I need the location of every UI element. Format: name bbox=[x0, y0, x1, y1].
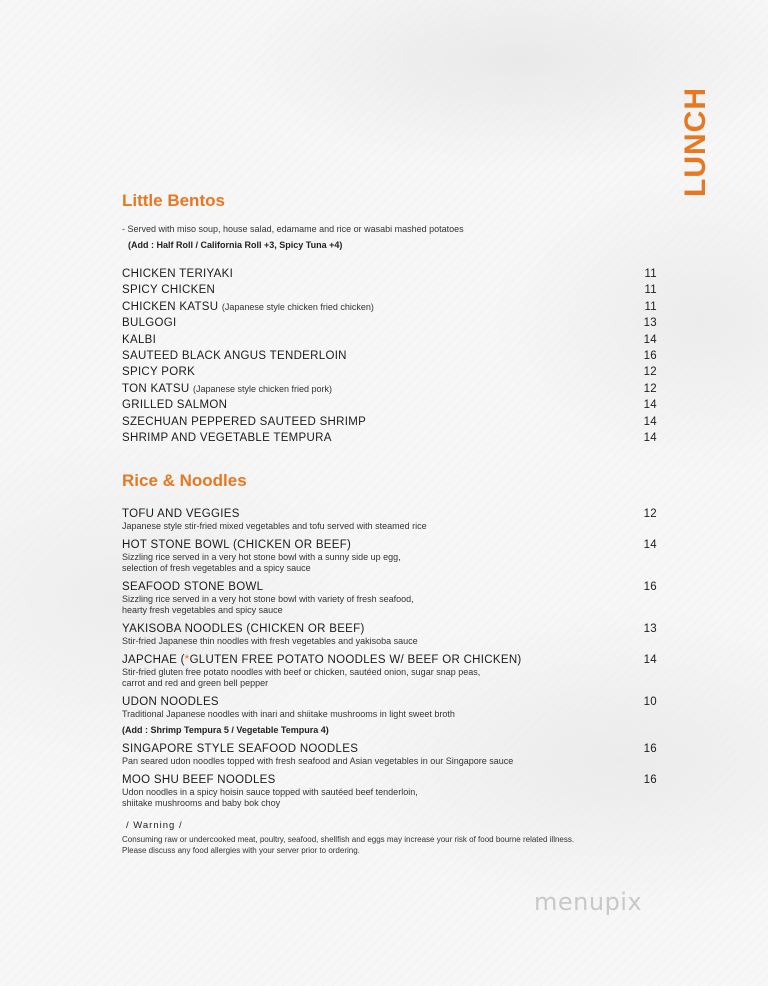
warning-title: / Warning / bbox=[126, 820, 183, 831]
item-price: 12 bbox=[643, 508, 657, 520]
item-price: 16 bbox=[643, 581, 657, 593]
gluten-free-star: * bbox=[184, 654, 190, 666]
menu-item bbox=[122, 538, 657, 574]
item-description: Stir-fried Japanese thin noodles with fresh vegetables and yakisoba sauce bbox=[122, 636, 418, 646]
item-name: CHICKEN TERIYAKI bbox=[122, 268, 234, 280]
item-subtitle: (Japanese style chicken fried pork) bbox=[192, 383, 333, 394]
item-name: KALBI bbox=[122, 333, 157, 346]
item-price: 11 bbox=[644, 300, 657, 313]
item-price: 14 bbox=[643, 654, 657, 666]
menupix-watermark: menupix bbox=[534, 888, 643, 916]
item-price: 16 bbox=[643, 350, 657, 362]
menu-item-japchae bbox=[122, 653, 657, 689]
item-price: 11 bbox=[644, 268, 657, 280]
item-name: SINGAPORE STYLE SEAFOOD NOODLES bbox=[122, 743, 359, 755]
item-name: SPICY PORK bbox=[122, 366, 196, 379]
item-name: GRILLED SALMON bbox=[122, 399, 228, 412]
item-description: carrot and red and green bell pepper bbox=[122, 678, 269, 688]
item-name: SZECHUAN PEPPERED SAUTEED SHRIMP bbox=[122, 415, 367, 428]
bentos-addon: (Add : Half Roll / California Roll +3, Spicy Tuna +4) bbox=[128, 240, 343, 250]
item-name: MOO SHU BEEF NOODLES bbox=[122, 774, 276, 786]
item-name: TON KATSU (Japanese style chicken fried pork) bbox=[122, 382, 333, 395]
item-name: SAUTEED BLACK ANGUS TENDERLOIN bbox=[122, 350, 347, 362]
item-price: 14 bbox=[643, 432, 657, 444]
bento-row bbox=[122, 365, 657, 379]
item-price: 14 bbox=[643, 399, 657, 412]
item-name: SEAFOOD STONE BOWL bbox=[122, 581, 264, 593]
bentos-note: - Served with miso soup, house salad, edamame and rice or wasabi mashed potatoes bbox=[122, 224, 464, 234]
item-description: Pan seared udon noodles topped with fresh seafood and Asian vegetables in our Singapore sauce bbox=[122, 756, 514, 766]
menu-item bbox=[122, 580, 657, 616]
bento-row bbox=[122, 283, 657, 297]
bento-row bbox=[122, 267, 657, 281]
item-name: YAKISOBA NOODLES (CHICKEN OR BEEF) bbox=[122, 623, 365, 635]
item-price: 14 bbox=[643, 539, 657, 551]
item-name: CHICKEN KATSU (Japanese style chicken fried chicken) bbox=[122, 300, 374, 313]
bento-row bbox=[122, 349, 657, 363]
item-name: SHRIMP AND VEGETABLE TEMPURA bbox=[122, 432, 332, 444]
item-description: selection of fresh vegetables and a spicy sauce bbox=[122, 563, 311, 573]
item-name: BULGOGI bbox=[122, 317, 177, 330]
item-description: Udon noodles in a spicy hoisin sauce topped with sautéed beef tenderloin, bbox=[122, 787, 418, 797]
section-title-noodles: Rice & Noodles bbox=[122, 471, 247, 490]
item-name: JAPCHAE (*GLUTEN FREE POTATO NOODLES W/ BEEF OR CHICKEN) bbox=[122, 654, 522, 666]
bento-row bbox=[122, 398, 657, 412]
item-description: hearty fresh vegetables and spicy sauce bbox=[122, 605, 283, 615]
menu-item bbox=[122, 507, 657, 532]
bento-row bbox=[122, 415, 657, 429]
udon-addon: (Add : Shrimp Tempura 5 / Vegetable Tempura 4) bbox=[122, 725, 329, 735]
bento-row bbox=[122, 333, 657, 347]
item-description: Sizzling rice served in a very hot stone bowl with variety of fresh seafood, bbox=[122, 594, 414, 604]
item-description: shiitake mushrooms and baby bok choy bbox=[122, 798, 281, 808]
warning-line: Please discuss any food allergies with your server prior to ordering. bbox=[122, 845, 360, 855]
section-title-bentos: Little Bentos bbox=[122, 191, 225, 210]
item-description: Japanese style stir-fried mixed vegetables and tofu served with steamed rice bbox=[122, 521, 427, 531]
item-price: 11 bbox=[644, 284, 657, 297]
item-name: TOFU AND VEGGIES bbox=[122, 508, 240, 520]
item-subtitle: (Japanese style chicken fried chicken) bbox=[221, 301, 374, 312]
item-description: Sizzling rice served in a very hot stone bowl with a sunny side up egg, bbox=[122, 552, 401, 562]
menu-item bbox=[122, 622, 657, 647]
item-price: 14 bbox=[643, 415, 657, 428]
bento-row bbox=[122, 300, 657, 314]
menu-item-udon bbox=[122, 695, 657, 720]
item-description: Traditional Japanese noodles with inari and shiitake mushrooms in light sweet broth bbox=[122, 709, 455, 719]
warning-line: Consuming raw or undercooked meat, poultry, seafood, shellfish and eggs may increase your risk of food bourne related illness. bbox=[122, 835, 575, 844]
item-price: 16 bbox=[643, 774, 657, 786]
bento-row bbox=[122, 316, 657, 330]
menu-item bbox=[122, 773, 657, 809]
item-price: 16 bbox=[643, 743, 657, 755]
item-description: Stir-fried gluten free potato noodles with beef or chicken, sautéed onion, sugar snap peas, bbox=[122, 667, 481, 677]
item-name: HOT STONE BOWL (CHICKEN OR BEEF) bbox=[122, 539, 352, 551]
item-price: 13 bbox=[643, 317, 657, 330]
item-name: UDON NOODLES bbox=[122, 696, 219, 708]
item-price: 12 bbox=[643, 382, 657, 395]
bento-row bbox=[122, 382, 657, 396]
item-name: SPICY CHICKEN bbox=[122, 284, 216, 297]
warning-text bbox=[122, 835, 574, 856]
item-price: 10 bbox=[643, 696, 657, 708]
item-price: 14 bbox=[643, 333, 657, 346]
lunch-heading: LUNCH bbox=[679, 87, 712, 197]
menu-item bbox=[122, 742, 657, 767]
bento-row bbox=[122, 431, 657, 445]
item-price: 12 bbox=[643, 366, 657, 379]
item-price: 13 bbox=[643, 623, 657, 635]
